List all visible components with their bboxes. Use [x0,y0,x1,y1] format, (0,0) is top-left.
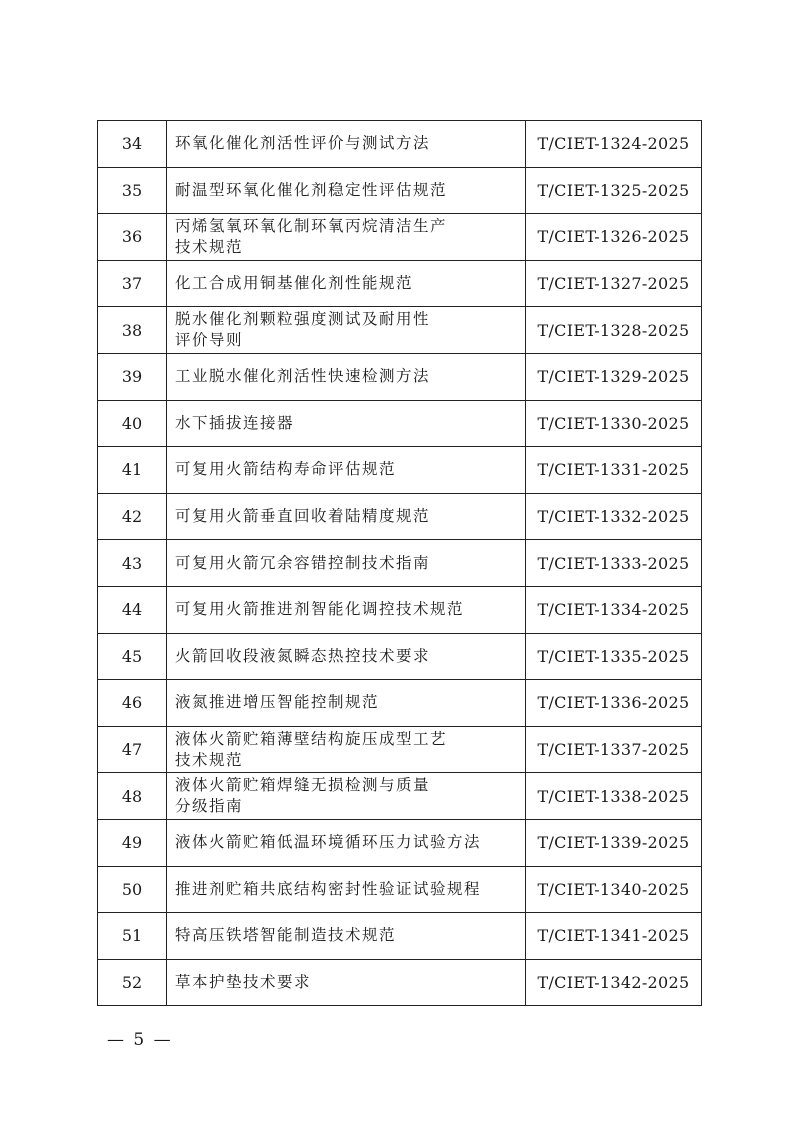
standard-name: 水下插拔连接器 [167,400,526,447]
row-number: 37 [98,260,167,307]
standards-table-body [98,121,702,1006]
standard-name: 工业脱水催化剂活性快速检测方法 [167,353,526,400]
standard-name: 脱水催化剂颗粒强度测试及耐用性 评价导则 [167,307,526,354]
standard-code: T/CIET-1331-2025 [526,447,702,494]
standard-code: T/CIET-1338-2025 [526,773,702,820]
table-row [98,307,702,354]
standards-table [97,120,702,1006]
standard-code: T/CIET-1333-2025 [526,540,702,587]
row-number: 50 [98,866,167,913]
standard-code: T/CIET-1341-2025 [526,913,702,960]
table-row [98,866,702,913]
row-number: 51 [98,913,167,960]
standard-code: T/CIET-1327-2025 [526,260,702,307]
table-row [98,680,702,727]
table-row [98,121,702,168]
standard-code: T/CIET-1324-2025 [526,121,702,168]
table-row [98,819,702,866]
standard-name: 可复用火箭冗余容错控制技术指南 [167,540,526,587]
table-row [98,260,702,307]
standard-name: 可复用火箭结构寿命评估规范 [167,447,526,494]
row-number: 42 [98,493,167,540]
table-row [98,447,702,494]
row-number: 43 [98,540,167,587]
table-row [98,586,702,633]
table-row [98,353,702,400]
standard-name: 可复用火箭垂直回收着陆精度规范 [167,493,526,540]
page-number: — 5 — [107,1030,173,1050]
standard-name: 可复用火箭推进剂智能化调控技术规范 [167,586,526,633]
standard-name: 丙烯氢氧环氧化制环氧丙烷清洁生产 技术规范 [167,214,526,261]
standard-code: T/CIET-1335-2025 [526,633,702,680]
standard-name: 特高压铁塔智能制造技术规范 [167,913,526,960]
standard-name: 环氧化催化剂活性评价与测试方法 [167,121,526,168]
table-row [98,493,702,540]
standard-code: T/CIET-1336-2025 [526,680,702,727]
standard-code: T/CIET-1342-2025 [526,959,702,1006]
table-row [98,726,702,773]
standard-name: 液体火箭贮箱低温环境循环压力试验方法 [167,819,526,866]
table-row [98,913,702,960]
table-row [98,773,702,820]
table-row [98,633,702,680]
table-row [98,400,702,447]
row-number: 35 [98,167,167,214]
standard-code: T/CIET-1329-2025 [526,353,702,400]
row-number: 41 [98,447,167,494]
table-row [98,540,702,587]
standard-name: 化工合成用铜基催化剂性能规范 [167,260,526,307]
standard-name: 耐温型环氧化催化剂稳定性评估规范 [167,167,526,214]
table-row [98,214,702,261]
row-number: 46 [98,680,167,727]
standard-name: 液体火箭贮箱薄壁结构旋压成型工艺 技术规范 [167,726,526,773]
standard-code: T/CIET-1332-2025 [526,493,702,540]
row-number: 40 [98,400,167,447]
row-number: 39 [98,353,167,400]
row-number: 36 [98,214,167,261]
standard-name: 推进剂贮箱共底结构密封性验证试验规程 [167,866,526,913]
standard-code: T/CIET-1328-2025 [526,307,702,354]
standard-code: T/CIET-1334-2025 [526,586,702,633]
row-number: 49 [98,819,167,866]
standard-name: 液氮推进增压智能控制规范 [167,680,526,727]
standard-name: 草本护垫技术要求 [167,959,526,1006]
row-number: 44 [98,586,167,633]
row-number: 48 [98,773,167,820]
row-number: 52 [98,959,167,1006]
standard-name: 液体火箭贮箱焊缝无损检测与质量 分级指南 [167,773,526,820]
table-row [98,959,702,1006]
row-number: 47 [98,726,167,773]
standard-code: T/CIET-1330-2025 [526,400,702,447]
standard-name: 火箭回收段液氮瞬态热控技术要求 [167,633,526,680]
table-row [98,167,702,214]
standard-code: T/CIET-1337-2025 [526,726,702,773]
row-number: 34 [98,121,167,168]
row-number: 38 [98,307,167,354]
row-number: 45 [98,633,167,680]
standard-code: T/CIET-1325-2025 [526,167,702,214]
standard-code: T/CIET-1326-2025 [526,214,702,261]
standard-code: T/CIET-1339-2025 [526,819,702,866]
standard-code: T/CIET-1340-2025 [526,866,702,913]
